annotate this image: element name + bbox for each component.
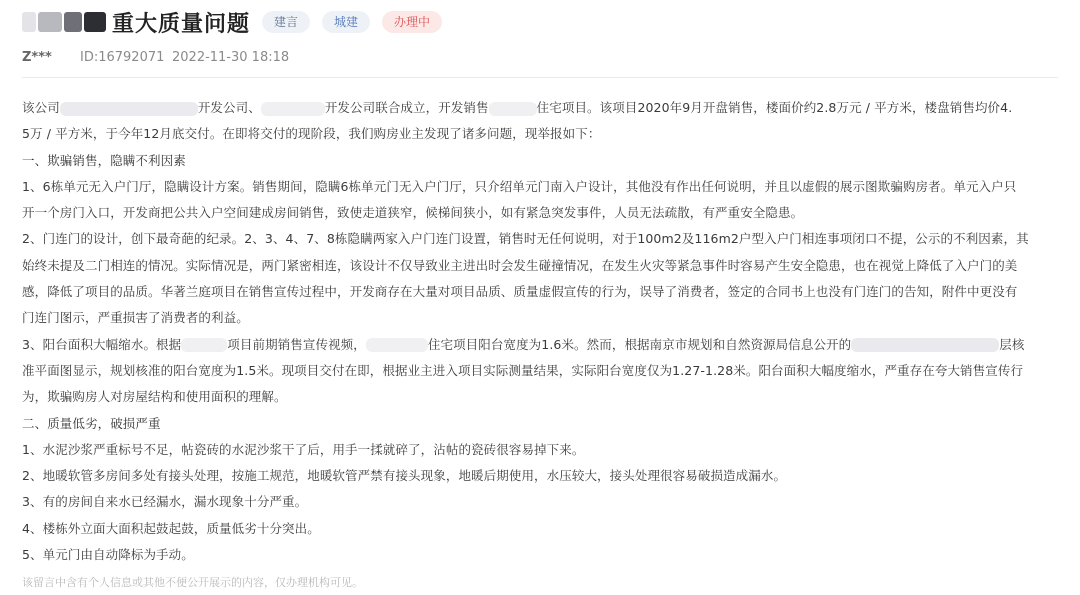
content-line: 1、6栋单元无入户门厅，隐瞒设计方案。销售期间，隐瞒6栋单元门无入户门厅，只介绍单元门南入户设计，其他没有作出任何说明，并且以虚假的展示图欺骗购房者。单元入户只 [22, 178, 1017, 194]
redacted-text [60, 102, 198, 116]
redacted-text [366, 338, 428, 352]
content-line: 门连门图示，严重损害了消费者的利益。 [22, 310, 249, 326]
post-content [22, 95, 1064, 568]
redacted-title-prefix-1 [22, 12, 36, 32]
redacted-text [489, 102, 537, 116]
post-id: ID:16792071 [80, 50, 165, 65]
content-line [22, 95, 1064, 121]
content-line-text: 项目前期销售宣传视频， [227, 336, 366, 352]
content-line: 开一个房门入口，开发商把公共入户空间建成房间销售，致使走道狭窄，候梯间狭小，如有紧急突发事件，人员无法疏散，有严重安全隐患。 [22, 205, 804, 221]
author-name: Z*** [22, 50, 52, 65]
divider [22, 77, 1058, 78]
tag-suggestion: 建言 [262, 11, 310, 33]
content-line: 2、地暖软管多房间多处有接头处理，按施工规范，地暖软管严禁有接头现象，地暖后期使用，水压较大，接头处理很容易破损造成漏水。 [22, 468, 787, 484]
content-line: 5万 / 平方米，于今年12月底交付。在即将交付的现阶段，我们购房业主发现了诸多问题，现举报如下： [22, 126, 601, 142]
content-line: 为，欺骗购房人对房屋结构和使用面积的理解。 [22, 389, 287, 405]
content-line: 1、水泥沙浆严重标号不足，帖瓷砖的水泥沙浆干了后，用手一揉就碎了，沾帖的瓷砖很容易掉下来。 [22, 441, 585, 457]
content-line-text: 该公司 [22, 100, 60, 115]
tag-urban-construction: 城建 [322, 11, 370, 33]
redacted-text [851, 338, 999, 352]
status-badge: 办理中 [382, 11, 442, 33]
redacted-text [181, 338, 227, 352]
post-datetime: 2022-11-30 18:18 [172, 50, 290, 65]
redacted-title-prefix-4 [84, 12, 106, 32]
content-line-text: 开发公司联合成立，开发销售 [324, 100, 489, 115]
post-header [22, 8, 442, 36]
content-line: 始终未提及二门相连的情况。实际情况是，两门紧密相连，该设计不仅导致业主进出时会发生碰撞情况，在发生火灾等紧急事件时容易产生安全隐患，也在视觉上降低了入户门的美 [22, 257, 1018, 273]
content-line-text: 开发公司、 [197, 100, 261, 115]
content-line-text: 层核 [999, 336, 1025, 352]
content-line: 4、楼栋外立面大面积起鼓起鼓，质量低劣十分突出。 [22, 520, 320, 536]
content-line: 5、单元门由自动降标为手动。 [22, 547, 194, 563]
content-line: 感，降低了项目的品质。华著兰庭项目在销售宣传过程中，开发商存在大量对项目品质、质量虚假宣传的行为，误导了消费者，签定的合同书上也没有门连门的告知，附件中更没有 [22, 284, 1018, 300]
content-line-text: 3、阳台面积大幅缩水。根据 [22, 336, 182, 352]
section-heading: 一、欺骗销售，隐瞒不利因素 [22, 152, 186, 168]
page-title: 重大质量问题 [112, 11, 251, 37]
section-heading: 二、质量低劣，破损严重 [22, 415, 161, 431]
redacted-text [261, 102, 325, 116]
content-line: 准平面图显示，规划核准的阳台宽度为1.5米。现项目交付在即，根据业主进入项目实际测量结果，实际阳台宽度仅为1.27-1.28米。阳台面积大幅度缩水，严重存在夸大销售宣传行 [22, 362, 1024, 378]
redacted-title-prefix-2 [38, 12, 62, 32]
content-line-text: 住宅项目阳台宽度为1.6米。然而，根据南京市规划和自然资源局信息公开的 [427, 336, 852, 352]
privacy-note: 该留言中含有个人信息或其他不便公开展示的内容，仅办理机构可见。 [22, 576, 363, 589]
content-line-text: 住宅项目。该项目2020年9月开盘销售，楼面价约2.8万元 / 平方米，楼盘销售均价4. [536, 100, 1013, 115]
content-line [22, 332, 1064, 358]
post-meta [22, 50, 289, 65]
content-line: 3、有的房间自来水已经漏水，漏水现象十分严重。 [22, 494, 308, 510]
content-line: 2、门连门的设计，创下最奇葩的纪录。2、3、4、7、8栋隐瞒两家入户门连门设置，销售时无任何说明，对于100m2及116m2户型入户门相连事项闭口不提，公示的不利因素，其 [22, 231, 1029, 247]
redacted-title-prefix-3 [64, 12, 82, 32]
